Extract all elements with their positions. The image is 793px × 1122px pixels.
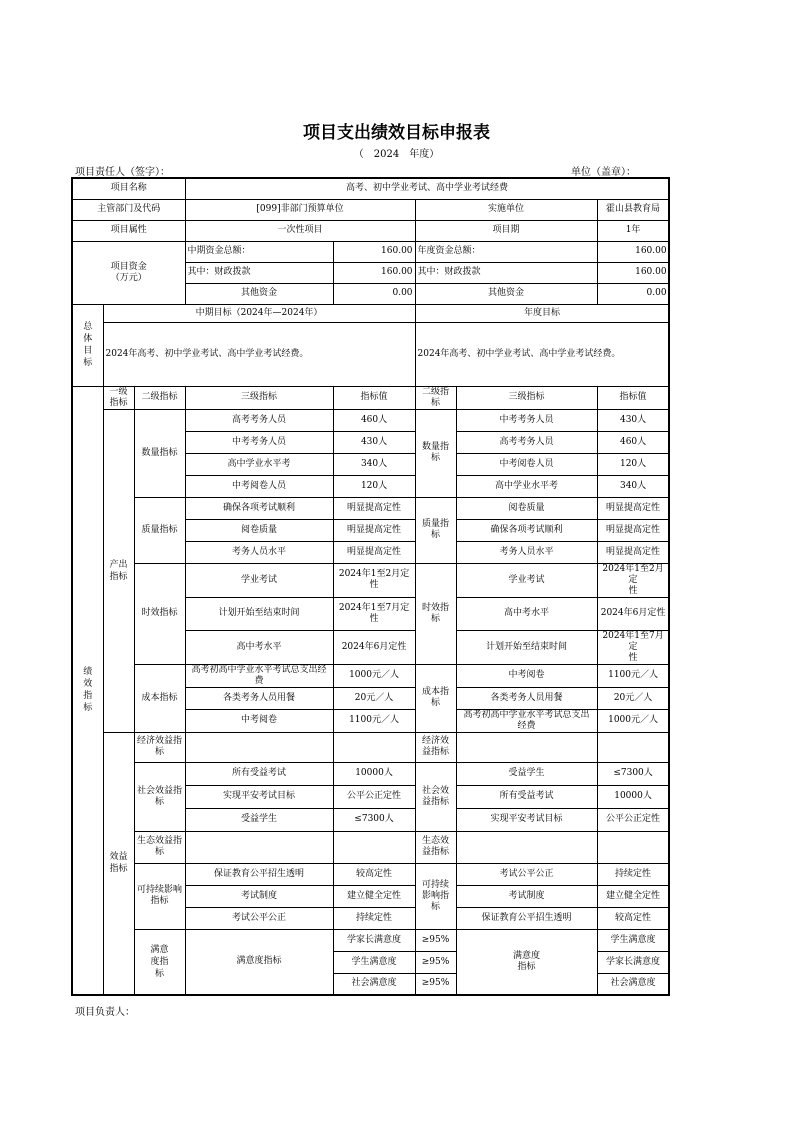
table-row-cell: 公平公正定性	[333, 785, 415, 808]
table-row-cell	[456, 732, 597, 762]
table-row-cell: 120人	[333, 475, 415, 497]
impl: 霍山县教育局	[597, 199, 669, 220]
table-row-cell: 明显提高定性	[597, 541, 669, 563]
table-row-cell: 各类考务人员用餐	[185, 687, 333, 709]
table-row-cell: 明显提高定性	[333, 497, 415, 519]
table-row-cell: ≥95%	[415, 973, 456, 995]
year-total-label: 年度资金总额：	[415, 241, 597, 262]
table-row-cell: 120人	[597, 453, 669, 475]
table-row-cell: 明显提高定性	[333, 541, 415, 563]
table-row-cell: 2024年1至2月定性	[333, 563, 415, 597]
period: 1年	[597, 220, 669, 241]
project-name: 高考、初中学业考试、高中学业考试经费	[185, 178, 669, 199]
table-row-cell: 考试制度	[185, 885, 333, 907]
year-fin-label: 其中：财政拨款	[415, 262, 597, 283]
table-row-cell: 高考考务人员	[456, 431, 597, 453]
table-row-cell: 考试制度	[456, 885, 597, 907]
other-label-right: 其他资金	[415, 283, 597, 304]
table-row-cell: 社会满意度	[597, 973, 669, 995]
table-row-cell	[333, 732, 415, 762]
table-row-cell: 持续定性	[333, 907, 415, 929]
fiscal-year: （ 2024 年度）	[353, 149, 440, 160]
year-goal-header: 年度目标	[415, 304, 669, 322]
table-row-cell: 高中考水平	[456, 597, 597, 630]
table-row-cell: 1100元／人	[597, 664, 669, 687]
year-other: 0.00	[597, 283, 669, 304]
table-row-cell: 中考阅卷	[185, 709, 333, 732]
dept-label: 主管部门及代码	[72, 199, 185, 220]
table-row-cell: 公平公正定性	[597, 808, 669, 831]
table-row-cell: 持续定性	[597, 863, 669, 885]
quantity-label: 数量指标	[134, 409, 185, 497]
econ-label: 经济效益指 标	[134, 732, 185, 762]
level2-header: 二级指标	[134, 386, 185, 409]
level3-header-right: 三级指标	[456, 386, 597, 409]
year-fin: 160.00	[597, 262, 669, 283]
goals-label: 总 体 目 标	[72, 304, 103, 386]
table-row-cell: 阅卷质量	[185, 519, 333, 541]
table-row-cell: 考务人员水平	[456, 541, 597, 563]
table-row-cell: 保证教育公平招生透明	[185, 863, 333, 885]
satisfaction-label: 满意 度指 标	[134, 929, 185, 995]
table-row-cell: 10000人	[597, 785, 669, 808]
table-row-cell: 考务人员水平	[185, 541, 333, 563]
table-row-cell: 所有受益考试	[456, 785, 597, 808]
sustain-label-right: 可持续 影响指 标	[415, 863, 456, 929]
table-row-cell: 高中考水平	[185, 630, 333, 664]
quantity-label-right: 数量指 标	[415, 409, 456, 497]
table-row-cell: 实现平安考试目标	[185, 785, 333, 808]
mid-fin-label: 其中：财政拨款	[185, 262, 333, 283]
social-label: 社会效益指 标	[134, 762, 185, 831]
table-row-cell: 高考初高中学业水平考试总支出 经费	[456, 709, 597, 732]
table-row-cell: 学业考试	[185, 563, 333, 597]
level2-header-right: 二级指 标	[415, 386, 456, 409]
table-row-cell: 学家长满意度	[333, 929, 415, 951]
value-header: 指标值	[333, 386, 415, 409]
table-row-cell: 高考初高中学业水平考试总支出经 费	[185, 664, 333, 687]
footer-responsible: 项目负责人：	[75, 1007, 135, 1018]
table-row-cell: 2024年6月定性	[597, 597, 669, 630]
table-row-cell: 430人	[333, 431, 415, 453]
social-label-right: 社会效 益指标	[415, 762, 456, 831]
eco-label: 生态效益指 标	[134, 831, 185, 863]
mid-goal-header: 中期目标（2024年—2024年）	[103, 304, 415, 322]
table-row-cell: 较高定性	[333, 863, 415, 885]
table-row-cell: 2024年6月定性	[333, 630, 415, 664]
table-row-cell: 建立健全定性	[333, 885, 415, 907]
attr: 一次性项目	[185, 220, 415, 241]
quality-label: 质量指标	[134, 497, 185, 563]
table-row-cell: 确保各项考试顺利	[456, 519, 597, 541]
table-row-cell: 中考阅卷人员	[456, 453, 597, 475]
performance-target-table	[71, 177, 670, 996]
table-row-cell: 340人	[597, 475, 669, 497]
table-row-cell: 高中学业水平考	[185, 453, 333, 475]
table-row-cell: 460人	[597, 431, 669, 453]
project-name-label: 项目名称	[72, 178, 185, 199]
table-row-cell: 460人	[333, 409, 415, 431]
table-row-cell: ≥95%	[415, 929, 456, 951]
table-row-cell	[456, 831, 597, 863]
table-row-cell: 1000元／人	[333, 664, 415, 687]
table-row-cell: 各类考务人员用餐	[456, 687, 597, 709]
table-row-cell: 明显提高定性	[333, 519, 415, 541]
benefit-label: 效益 指标	[103, 732, 134, 995]
period-label: 项目期	[415, 220, 597, 241]
cost-label: 成本指标	[134, 664, 185, 732]
level3-header: 三级指标	[185, 386, 333, 409]
table-row-cell: 340人	[333, 453, 415, 475]
table-row-cell: 建立健全定性	[597, 885, 669, 907]
mid-total-label: 中期资金总额：	[185, 241, 333, 262]
table-row-cell: 较高定性	[597, 907, 669, 929]
table-row-cell: 20元／人	[333, 687, 415, 709]
table-row-cell	[185, 732, 333, 762]
eco-label-right: 生态效 益指标	[415, 831, 456, 863]
impl-label: 实施单位	[415, 199, 597, 220]
funds-label: 项目资金 （万元）	[72, 241, 185, 304]
level1-header: 一级 指标	[103, 386, 134, 409]
table-row-cell: 学生满意度	[597, 929, 669, 951]
output-label: 产出 指标	[103, 409, 134, 732]
table-row-cell: 受益学生	[185, 808, 333, 831]
perf-label: 绩 效 指 标	[72, 386, 103, 995]
table-row-cell: 2024年1至7月定性	[333, 597, 415, 630]
unit-label: 单位（盖章）：	[571, 167, 636, 178]
table-row-cell: 受益学生	[456, 762, 597, 785]
year-goal-text: 2024年高考、初中学业考试、高中学业考试经费。	[415, 322, 669, 386]
table-row-cell: 高中学业水平考	[456, 475, 597, 497]
sustain-label: 可持续影响 指标	[134, 863, 185, 929]
table-row-cell: 确保各项考试顺利	[185, 497, 333, 519]
table-row-cell: 保证教育公平招生透明	[456, 907, 597, 929]
econ-label-right: 经济效 益指标	[415, 732, 456, 762]
table-row-cell: 430人	[597, 409, 669, 431]
other-label: 其他资金	[185, 283, 333, 304]
attr-label: 项目属性	[72, 220, 185, 241]
table-row-cell: 中考阅卷	[456, 664, 597, 687]
table-row-cell: 所有受益考试	[185, 762, 333, 785]
mid-total: 160.00	[333, 241, 415, 262]
table-row-cell: 1000元／人	[597, 709, 669, 732]
table-row-cell: 阅卷质量	[456, 497, 597, 519]
table-row-cell: 2024年1至7月定 性	[597, 630, 669, 664]
quality-label-right: 质量指 标	[415, 497, 456, 563]
table-row-cell: ≤7300人	[597, 762, 669, 785]
table-row-cell: 学生满意度	[333, 951, 415, 973]
mid-fin: 160.00	[333, 262, 415, 283]
cost-label-right: 成本指 标	[415, 664, 456, 732]
table-row-cell: 中考阅卷人员	[185, 475, 333, 497]
table-row-cell: 计划开始至结束时间	[456, 630, 597, 664]
time-label-right: 时效指 标	[415, 563, 456, 664]
table-row-cell: 考试公平公正	[456, 863, 597, 885]
table-row-cell	[597, 831, 669, 863]
table-row-cell: 学家长满意度	[597, 951, 669, 973]
table-row-cell: 明显提高定性	[597, 497, 669, 519]
table-row-cell	[333, 831, 415, 863]
table-row-cell: 计划开始至结束时间	[185, 597, 333, 630]
table-row-cell: 社会满意度	[333, 973, 415, 995]
table-row-cell: ≥95%	[415, 951, 456, 973]
mid-goal-text: 2024年高考、初中学业考试、高中学业考试经费。	[103, 322, 415, 386]
table-row-cell: 高考考务人员	[185, 409, 333, 431]
page-title: 项目支出绩效目标申报表	[303, 123, 490, 143]
time-label: 时效指标	[134, 563, 185, 664]
table-row-cell	[185, 831, 333, 863]
table-row-cell	[597, 732, 669, 762]
table-row-cell: 2024年1至2月定 性	[597, 563, 669, 597]
satis-l2-label-right: 满意度 指标	[456, 929, 597, 995]
value-header-right: 指标值	[597, 386, 669, 409]
table-row-cell: 实现平安考试目标	[456, 808, 597, 831]
table-row-cell: 中考考务人员	[456, 409, 597, 431]
table-row-cell: 20元／人	[597, 687, 669, 709]
mid-other: 0.00	[333, 283, 415, 304]
table-row-cell: ≤7300人	[333, 808, 415, 831]
table-row-cell: 明显提高定性	[597, 519, 669, 541]
dept: [099]非部门预算单位	[185, 199, 415, 220]
responsible-label: 项目责任人（签字）：	[75, 167, 170, 178]
year-total: 160.00	[597, 241, 669, 262]
table-row-cell: 中考考务人员	[185, 431, 333, 453]
table-row-cell: 学业考试	[456, 563, 597, 597]
table-row-cell: 10000人	[333, 762, 415, 785]
satis-l2-label: 满意度指标	[185, 929, 333, 995]
table-row-cell: 1100元／人	[333, 709, 415, 732]
table-row-cell: 考试公平公正	[185, 907, 333, 929]
